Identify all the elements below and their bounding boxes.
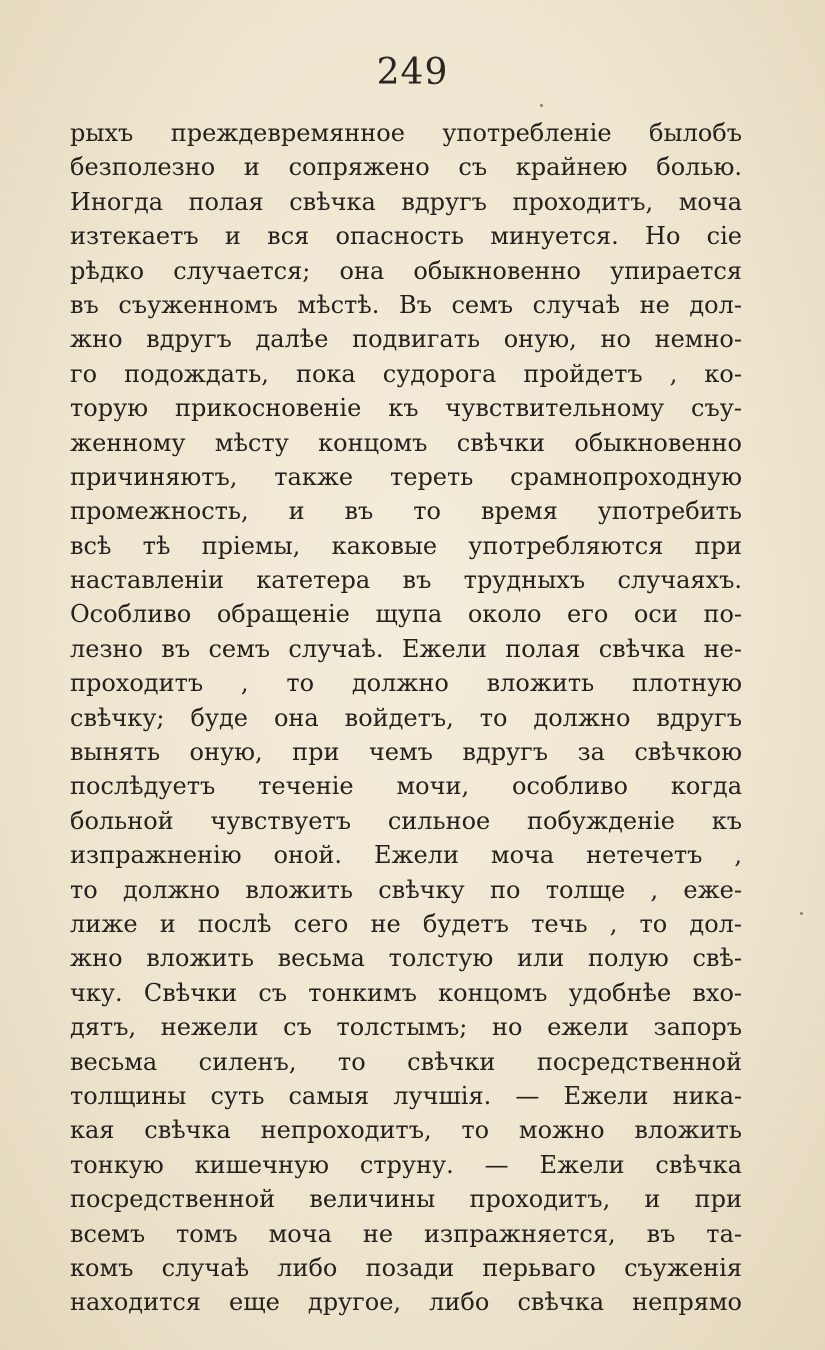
- text-line: чку. Свѣчки съ тонкимъ концомъ удобнѣе вхо-: [70, 978, 742, 1007]
- text-line: комъ случаѣ либо позади перьваго съуженія: [70, 1253, 742, 1282]
- text-line: причиняютъ, также тереть срамнопроходную: [70, 462, 742, 491]
- text-line: Особливо обращеніе щупа около его оси по-: [70, 600, 742, 629]
- text-line: находится еще другое, либо свѣчка непрямо: [70, 1288, 742, 1317]
- text-line: го подождать, пока судорога пройдетъ , ко-: [70, 359, 742, 388]
- text-line: кая свѣчка непроходитъ, то можно вложить: [70, 1116, 742, 1145]
- text-line: всѣ тѣ пріемы, каковые употребляются при: [70, 531, 742, 560]
- text-line: проходитъ , то должно вложить плотную: [70, 669, 742, 698]
- text-line: женному мѣсту концомъ свѣчки обыкновенно: [70, 428, 742, 457]
- text-line: жно вдругъ далѣе подвигать оную, но немно-: [70, 325, 742, 354]
- text-line: тонкую кишечную струну. — Ежели свѣчка: [70, 1150, 742, 1179]
- text-line: безполезно и сопряжено съ крайнею болью.: [70, 153, 742, 182]
- text-line: наставленіи катетера въ трудныхъ случаяхъ.: [70, 566, 742, 595]
- text-line: свѣчку; буде она войдетъ, то должно вдругъ: [70, 703, 742, 732]
- text-line: промежность, и въ то время употребить: [70, 497, 742, 526]
- text-line: лиже и послѣ сего не будетъ течь , то дол-: [70, 909, 742, 938]
- text-line: дятъ, нежели съ толстымъ; но ежели запоръ: [70, 1013, 742, 1042]
- text-line: рыхъ преждевремянное употребленіе былобъ: [70, 119, 742, 147]
- text-line: вынять оную, при чемъ вдругъ за свѣчкою: [70, 738, 742, 767]
- text-line: лезно въ семъ случаѣ. Ежели полая свѣчка не-: [70, 634, 742, 663]
- text-line: рѣдко случается; она обыкновенно упирается: [70, 256, 742, 285]
- text-line: жно вложить весьма толстую или полую свѣ-: [70, 944, 742, 973]
- paper-speck: [540, 104, 543, 107]
- text-line: въ съуженномъ мѣстѣ. Въ семъ случаѣ не дол-: [70, 290, 742, 319]
- text-line: весьма силенъ, то свѣчки посредственной: [70, 1047, 742, 1076]
- text-line: изтекаетъ и вся опасность минуется. Но сіе: [70, 222, 742, 251]
- text-line: Иногда полая свѣчка вдругъ проходитъ, моча: [70, 187, 742, 216]
- text-line: посредственной величины проходитъ, и при: [70, 1185, 742, 1214]
- text-line: изпражненію оной. Ежели моча нетечетъ ,: [70, 841, 742, 870]
- page-number: 249: [376, 52, 449, 93]
- text-line: послѣдуетъ теченіе мочи, особливо когда: [70, 772, 742, 801]
- text-line: торую прикосновеніе къ чувствительному съу-: [70, 394, 742, 423]
- text-line: то должно вложить свѣчку по толще , еже-: [70, 875, 742, 904]
- paper-speck: [800, 912, 803, 915]
- text-line: всемъ томъ моча не изпражняется, въ та-: [70, 1219, 742, 1248]
- text-line: толщины суть самыя лучшія. — Ежели никa-: [70, 1081, 742, 1110]
- text-line: больной чувствуетъ сильное побужденіе къ: [70, 806, 742, 835]
- body-text: [70, 116, 742, 1320]
